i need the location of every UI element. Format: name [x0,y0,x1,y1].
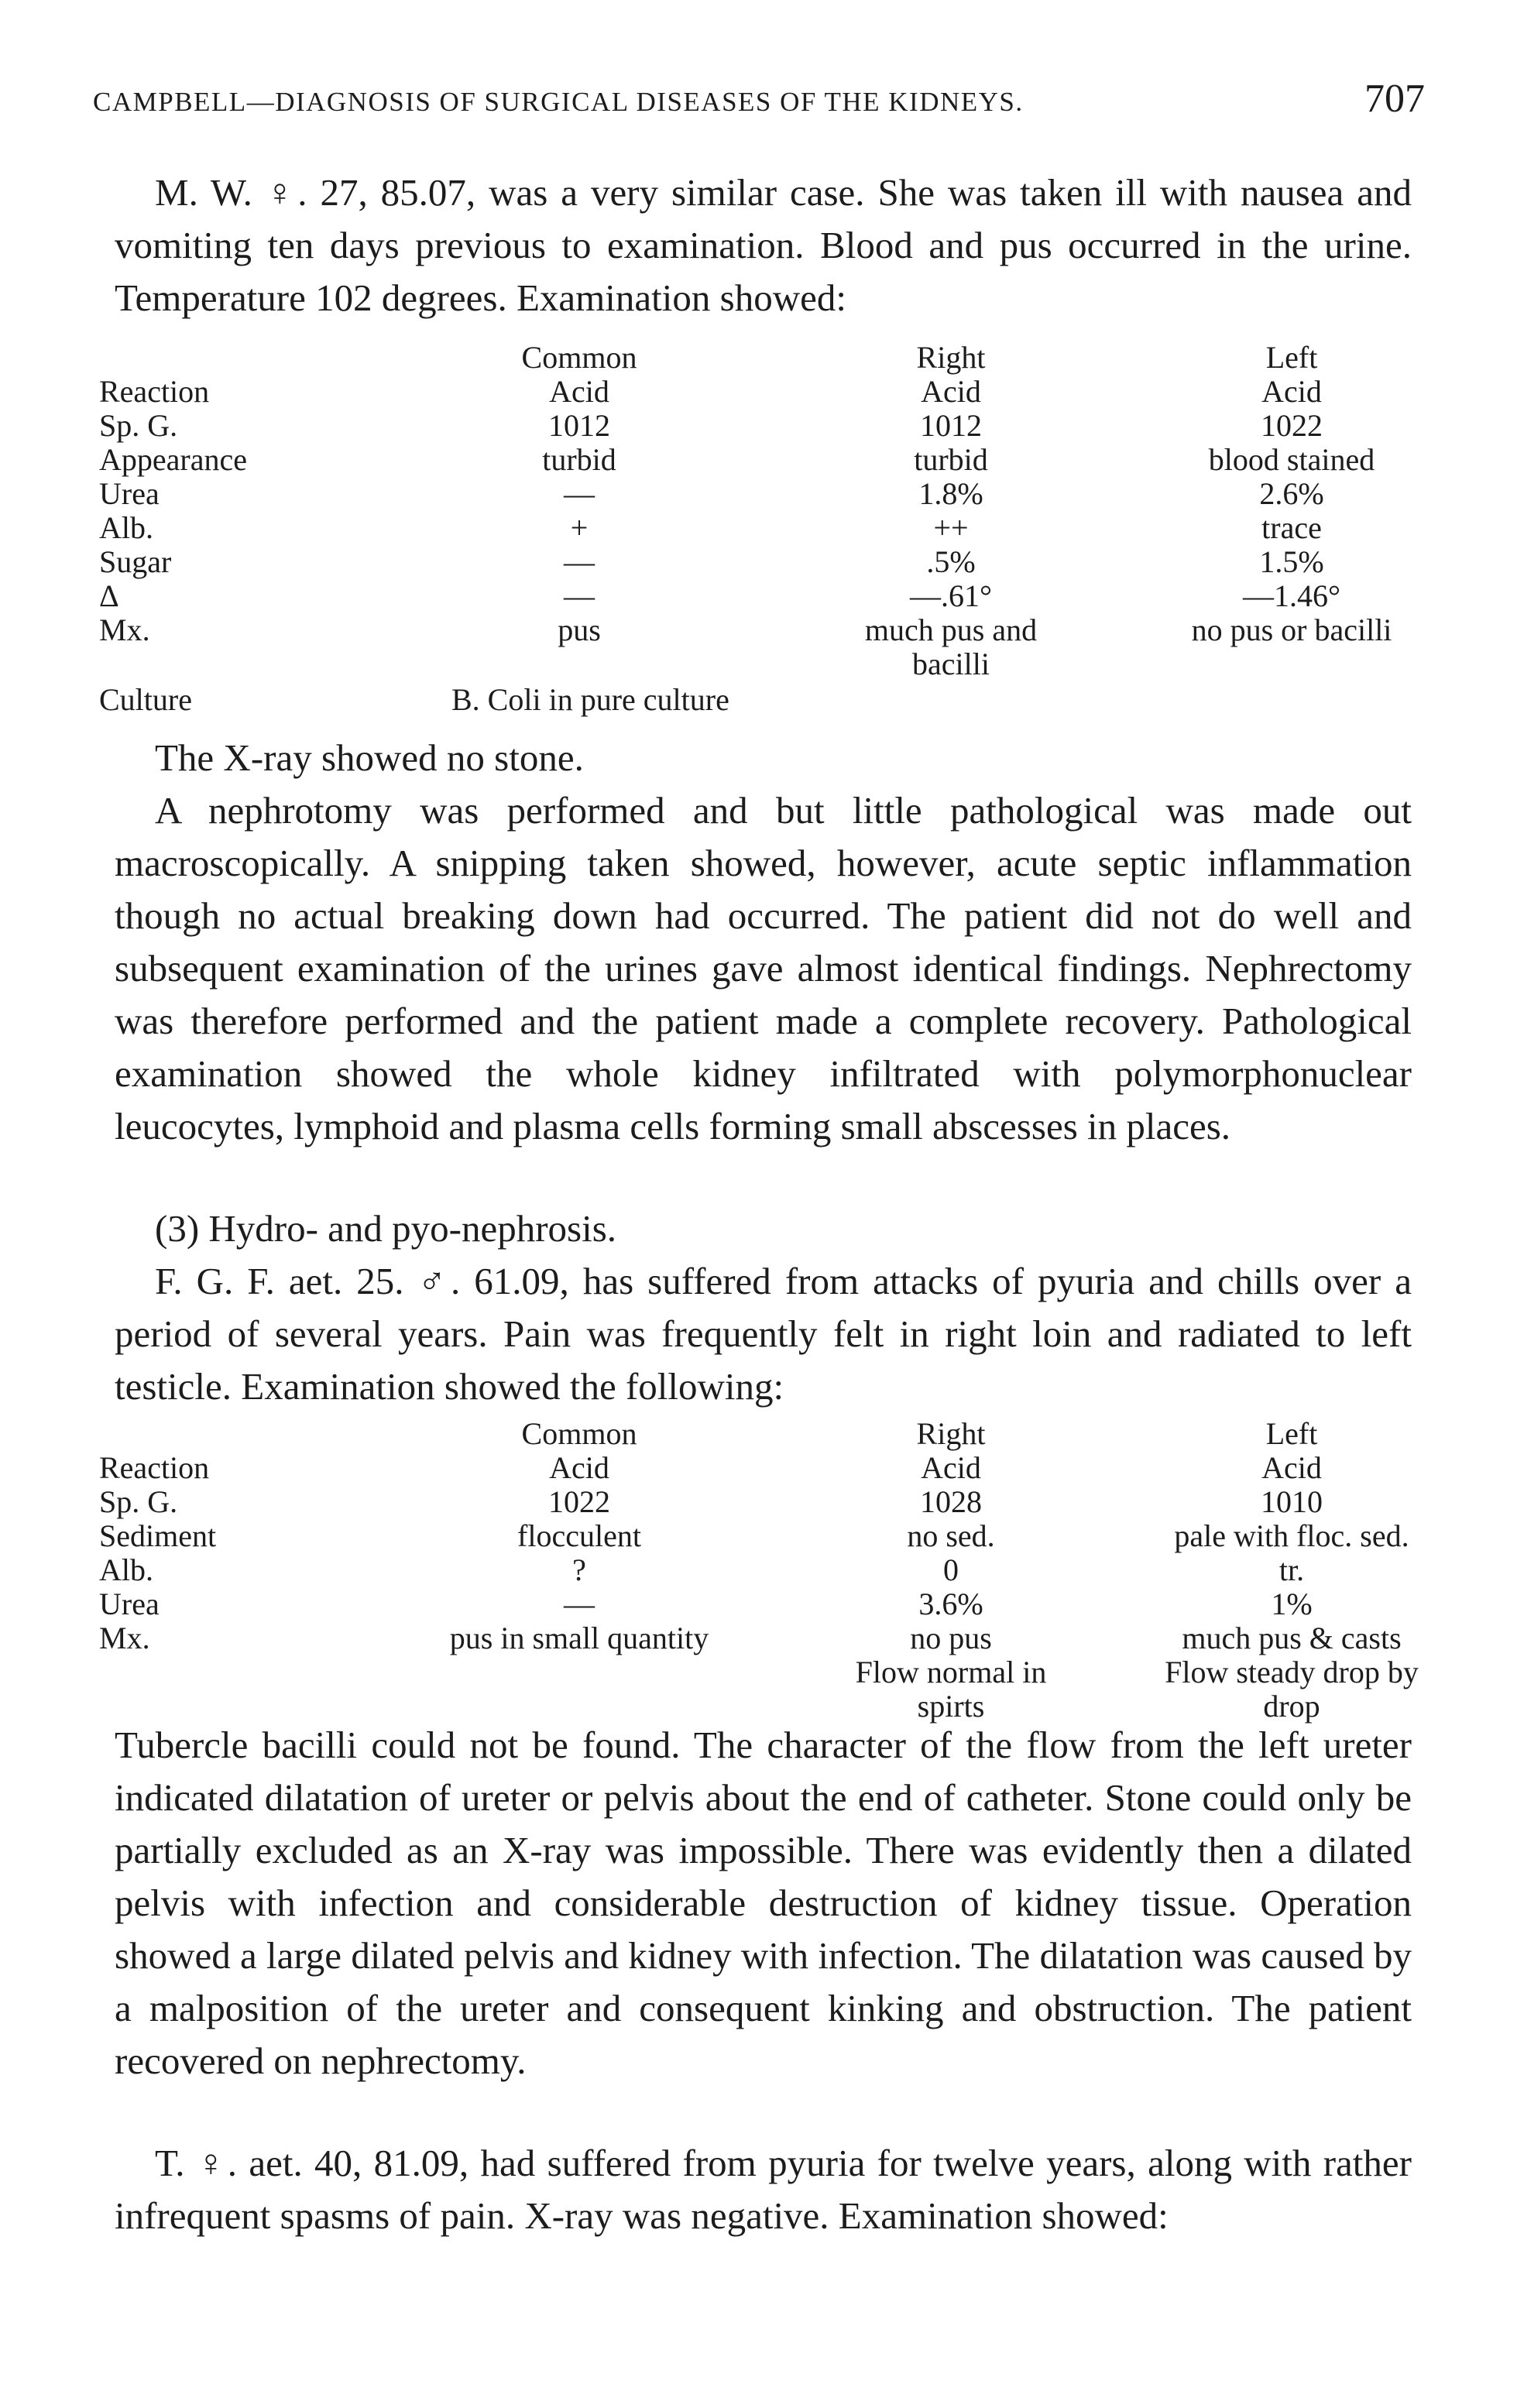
row-label: Alb. [99,1552,153,1587]
table-cell: blood stained [1208,442,1375,477]
table-cell: — [564,476,595,511]
table-cell: Acid [1261,374,1322,409]
case-fgf-paragraph: F. G. F. aet. 25. ♂. 61.09, has suffered from attacks of pyuria and chills over a period of several years. Pain was frequently felt in right loin and radiated to left testicle. Examination showed the following: [115,1260,1412,1408]
table-cell: much pus and [864,612,1038,647]
column-header: Right [916,1416,986,1451]
table-cell: 1022 [1261,408,1323,443]
column-header: Right [916,340,986,375]
table-cell: Acid [921,374,981,409]
table-cell: tr. [1278,1552,1305,1587]
nephrotomy-paragraph: A nephrotomy was performed and but little pathological was made out macroscopically. A snipping taken showed, however, acute septic inflammation though no actual breaking down had occurred. The patient did not do well and subsequent examination of the urines gave almost identical findings. Nephrectomy was therefore performed and the patient made a complete recovery. Pathological examination showed the whole kidney infiltrated with polymorphonuclear leucocytes, lymphoid and plasma cells forming small abscesses in places. [115,789,1412,1147]
table-row [99,1621,1416,1655]
table-cell: no sed. [907,1518,995,1553]
table-cell: Acid [549,374,609,409]
table-cell: Acid [921,1450,981,1485]
table-cell: 1.8% [918,476,983,511]
table-row [99,1553,1416,1587]
table-cell: 2.6% [1259,476,1324,511]
table-cell: Acid [549,1450,609,1485]
table-row [99,579,1416,613]
table-cell: 1012 [548,408,610,443]
table-cell: trace [1261,510,1322,545]
row-label: Appearance [99,442,247,477]
table-row [99,613,1416,647]
row-label: Mx. [99,1621,150,1655]
urine-exam-table-2 [99,1416,1419,1724]
table-cell: Acid [1261,1450,1322,1485]
table-row [99,1655,1419,1689]
table-cell: 0 [943,1552,959,1587]
table-row [99,1587,1416,1621]
page-header [93,76,1425,130]
table-cell: no pus or bacilli [1191,612,1392,647]
row-label: Sugar [99,544,172,579]
column-header: Common [521,340,637,375]
table-cell: spirts [917,1689,985,1724]
table-cell: 1022 [548,1484,610,1519]
table-cell: Flow steady drop by [1165,1655,1419,1689]
table-row [99,1485,1416,1519]
table-row [99,375,1416,409]
row-label: Reaction [99,1450,210,1485]
table-cell: turbid [542,442,616,477]
table-cell: + [570,510,589,545]
table-cell: —1.46° [1243,578,1340,613]
column-header: Left [1265,1416,1318,1451]
table-cell: no pus [910,1621,992,1655]
table-cell: pus in small quantity [449,1621,709,1655]
table-cell: — [564,544,595,579]
column-header: Common [521,1416,637,1451]
case-t-paragraph: T. ♀. aet. 40, 81.09, had suffered from pyuria for twelve years, along with rather infrequent spasms of pain. X-ray was negative. Examination showed: [115,2142,1412,2237]
culture-value: B. Coli in pure culture [451,682,729,717]
table-row [99,477,1416,511]
table-cell: — [564,578,595,613]
table-cell: 1010 [1261,1484,1323,1519]
row-label: Urea [99,476,160,511]
case-mw-paragraph: M. W. ♀. 27, 85.07, was a very similar case. She was taken ill with nausea and vomiting ten days previous to examination. Blood and pus occurred in the urine. Temperature 102 degrees. Examination showed: [115,171,1412,319]
column-header: Left [1265,340,1318,375]
table-cell: 1.5% [1259,544,1324,579]
table-header-row [99,1417,1416,1451]
table-cell: 1012 [920,408,982,443]
table-cell: flocculent [517,1518,641,1553]
row-label: Alb. [99,510,153,545]
row-label: Sp. G. [99,408,178,443]
table-row [99,647,1416,681]
table-cell: drop [1263,1689,1320,1724]
table-cell: 1% [1271,1586,1313,1621]
table-cell: much pus & casts [1182,1621,1402,1655]
urine-exam-table-1 [99,341,1416,681]
tubercle-paragraph: Tubercle bacilli could not be found. The character of the flow from the left ureter indicated dilatation of ureter or pelvis about the end of catheter. Stone could only be partially excluded as an X-ray was impossible. There was evidently then a dilated pelvis with infection and considerable destruction of kidney tissue. Operation showed a large dilated pelvis and kidney with infection. The dilatation was caused by a malposition of the ureter and consequent kinking and obstruction. The patient recovered on nephrectomy. [115,1724,1412,2082]
table-cell: .5% [926,544,976,579]
table-cell: Flow normal in [855,1655,1047,1689]
table-cell: — [564,1586,595,1621]
table-row [99,545,1416,579]
row-label: Sediment [99,1518,217,1553]
row-label: Urea [99,1586,160,1621]
row-label: Mx. [99,612,150,647]
xray-paragraph: The X-ray showed no stone. [155,736,584,779]
row-label: Sp. G. [99,1484,178,1519]
table-row [99,443,1416,477]
table-cell: ++ [933,510,969,545]
section-heading-hydro-pyo-nephrosis: (3) Hydro- and pyo-nephrosis. [155,1207,617,1250]
table-cell: 1028 [920,1484,982,1519]
table-header-row [99,341,1416,375]
running-title: CAMPBELL—DIAGNOSIS OF SURGICAL DISEASES OF THE KIDNEYS. [93,87,1024,117]
table-cell: ? [572,1552,586,1587]
table-row [99,409,1416,443]
table-cell: bacilli [912,647,990,681]
row-label: Reaction [99,374,210,409]
table-row [99,1519,1416,1553]
table-cell: —.61° [910,578,992,613]
table-cell: pus [558,612,601,647]
table-row [99,511,1416,545]
culture-label: Culture [99,682,192,717]
table-cell: pale with floc. sed. [1174,1518,1409,1553]
table-cell: turbid [914,442,988,477]
row-label: Δ [99,578,119,613]
table-cell: 3.6% [918,1586,983,1621]
page-number: 707 [1364,77,1425,121]
table-row [99,1451,1416,1485]
